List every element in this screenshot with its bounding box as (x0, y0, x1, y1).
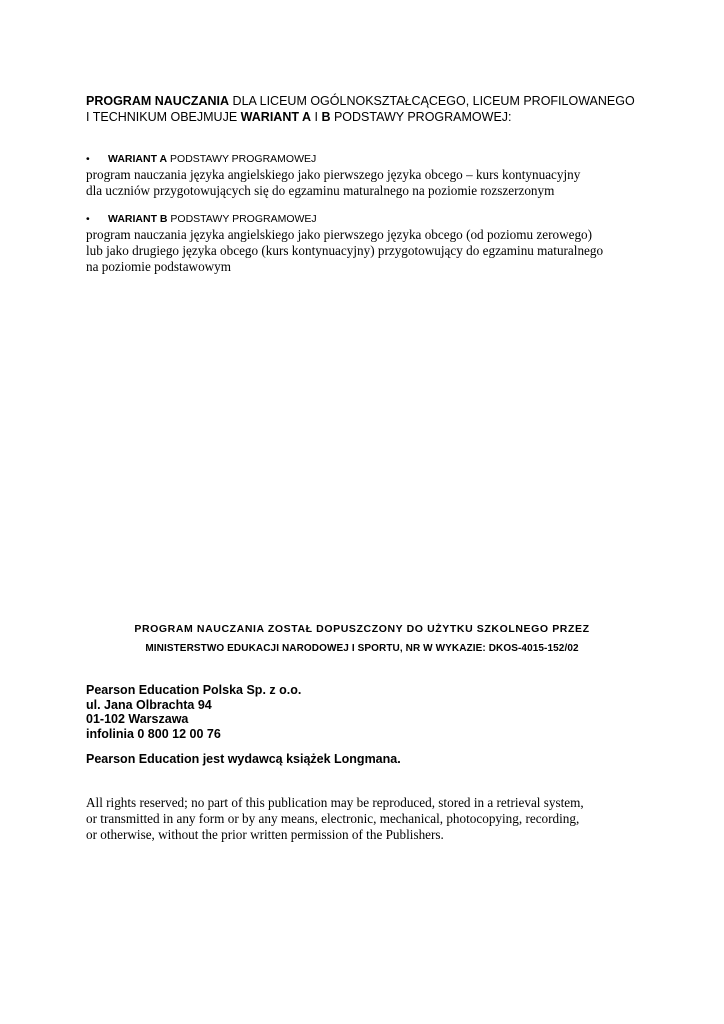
variant-b-description (86, 227, 646, 275)
city-postal: 01-102 Warszawa (86, 712, 189, 726)
description-line: na poziomie podstawowym (86, 259, 232, 274)
program-heading (86, 93, 646, 125)
hotline: infolinia 0 800 12 00 76 (86, 726, 221, 741)
description-line: lub jako drugiego języka obcego (kurs kontynuacyjny) przygotowujący do egzaminu maturalnego (86, 243, 604, 258)
bullet-icon: • (86, 153, 90, 165)
variant-label-rest: PODSTAWY PROGRAMOWEJ (167, 213, 317, 225)
heading-line-2 (86, 109, 646, 125)
heading-line-1 (86, 93, 646, 109)
variant-b-title (86, 212, 646, 226)
heading-bold-variant-a: WARIANT A (240, 110, 312, 124)
approval-line-1: PROGRAM NAUCZANIA ZOSTAŁ DOPUSZCZONY DO UŻYTKU SZKOLNEGO PRZEZ (134, 623, 590, 635)
heading-text: PODSTAWY PROGRAMOWEJ: (330, 110, 512, 124)
bullet-icon: • (86, 213, 90, 225)
heading-bold-program: PROGRAM NAUCZANIA (86, 94, 230, 108)
company-name: Pearson Education Polska Sp. z o.o. (86, 683, 302, 697)
street-address: ul. Jana Olbrachta 94 (86, 697, 212, 712)
description-line: program nauczania języka angielskiego jako pierwszego języka obcego (od poziomu zerowego) (86, 227, 593, 242)
heading-bold-variant-b: B (321, 110, 331, 124)
rights-line: All rights reserved; no part of this publication may be reproduced, stored in a retrieval system, (86, 795, 584, 810)
rights-line: or otherwise, without the prior written permission of the Publishers. (86, 827, 444, 842)
variant-a-title (86, 152, 646, 166)
heading-text: DLA LICEUM OGÓLNOKSZTAŁCĄCEGO, LICEUM PROFILOWANEGO (229, 94, 635, 108)
rights-notice (86, 795, 646, 843)
variant-a-description (86, 167, 646, 199)
publisher-note: Pearson Education jest wydawcą książek Longmana. (86, 752, 401, 766)
rights-line: or transmitted in any form or by any means, electronic, mechanical, photocopying, recording, (86, 811, 580, 826)
variant-label-bold: WARIANT B (108, 213, 168, 225)
variant-a-section (86, 152, 646, 199)
variant-label-bold: WARIANT A (108, 153, 168, 165)
publisher-address (86, 683, 301, 741)
variant-label-rest: PODSTAWY PROGRAMOWEJ (167, 153, 317, 165)
description-line: program nauczania języka angielskiego jako pierwszego języka obcego – kurs kontynuacyjny (86, 167, 581, 182)
heading-text: I TECHNIKUM OBEJMUJE (86, 110, 241, 124)
description-line: dla uczniów przygotowujących się do egzaminu maturalnego na poziomie rozszerzonym (86, 183, 555, 198)
variant-b-section (86, 212, 646, 275)
approval-line-2: MINISTERSTWO EDUKACJI NARODOWEJ I SPORTU, NR W WYKAZIE: DKOS-4015-152/02 (145, 643, 579, 654)
heading-text: I (311, 110, 322, 124)
